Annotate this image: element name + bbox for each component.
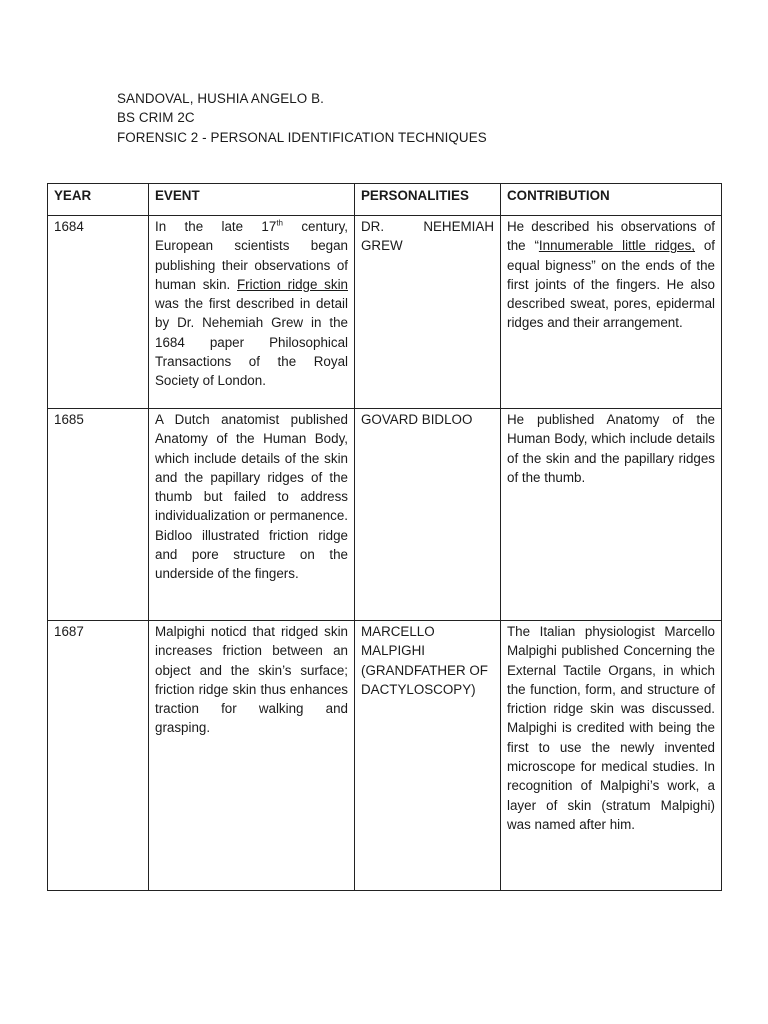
column-header-year: YEAR <box>48 184 149 216</box>
event-text: In the late 17 <box>155 219 277 234</box>
event-text: century, European scientists began publishing their observations of human skin. <box>155 219 348 292</box>
student-name: SANDOVAL, HUSHIA ANGELO B. <box>117 91 324 106</box>
student-section: BS CRIM 2C <box>117 110 195 126</box>
table-header-row <box>48 184 722 216</box>
column-header-event: EVENT <box>149 184 355 216</box>
contribution-cell: He published Anatomy of the Human Body, which include details of the skin and the papillary ridges of the thumb. <box>501 409 722 621</box>
table-row <box>48 621 722 891</box>
document-header <box>117 89 487 147</box>
column-header-contribution: CONTRIBUTION <box>501 184 722 216</box>
course-title: FORENSIC 2 - PERSONAL IDENTIFICATION TECHNIQUES <box>117 129 487 145</box>
event-text: was the first described in detail by Dr. Nehemiah Grew in the 1684 paper Philosophical Transactions of the Royal Society of London. <box>155 296 348 389</box>
table-row <box>48 216 722 409</box>
contribution-cell: The Italian physiologist Marcello Malpighi published Concerning the External Tactile Organs, in which the function, form, and structure of friction ridge skin was discussed. Malpighi is credited with being the first to use the newly invented microscope for medical studies. In recognition of Malpighi’s work, a layer of skin (stratum Malpighi) was named after him. <box>501 621 722 891</box>
history-table <box>47 183 722 891</box>
year-cell: 1687 <box>48 621 149 891</box>
column-header-personalities: PERSONALITIES <box>355 184 501 216</box>
contribution-text: He described his observations of the “ <box>507 219 715 254</box>
year-cell: 1685 <box>48 409 149 621</box>
personalities-cell: GOVARD BIDLOO <box>355 409 501 621</box>
event-cell: Malpighi noticd that ridged skin increases friction between an object and the skin’s surface; friction ridge skin thus enhances traction for walking and grasping. <box>149 621 355 891</box>
table-row <box>48 409 722 621</box>
personalities-cell: DR. NEHEMIAH GREW <box>355 216 501 409</box>
underlined-term: Friction ridge skin <box>237 276 348 292</box>
personalities-cell: MARCELLO MALPIGHI (GRANDFATHER OF DACTYLOSCOPY) <box>355 621 501 891</box>
year-cell: 1684 <box>48 216 149 409</box>
event-cell: A Dutch anatomist published Anatomy of the Human Body, which include details of the skin and the papillary ridges of the thumb but failed to address individualization or permanence. Bidloo illustrated friction ridge and pore structure on the underside of the fingers. <box>149 409 355 621</box>
ordinal-suffix: th <box>276 218 283 228</box>
underlined-quote: Innumerable little ridges, <box>538 238 696 254</box>
event-cell <box>149 216 355 409</box>
contribution-cell <box>501 216 722 409</box>
contribution-text: of equal bigness” on the ends of the first joints of the fingers. He also described sweat, pores, epidermal ridges and their arrangement. <box>507 238 716 331</box>
